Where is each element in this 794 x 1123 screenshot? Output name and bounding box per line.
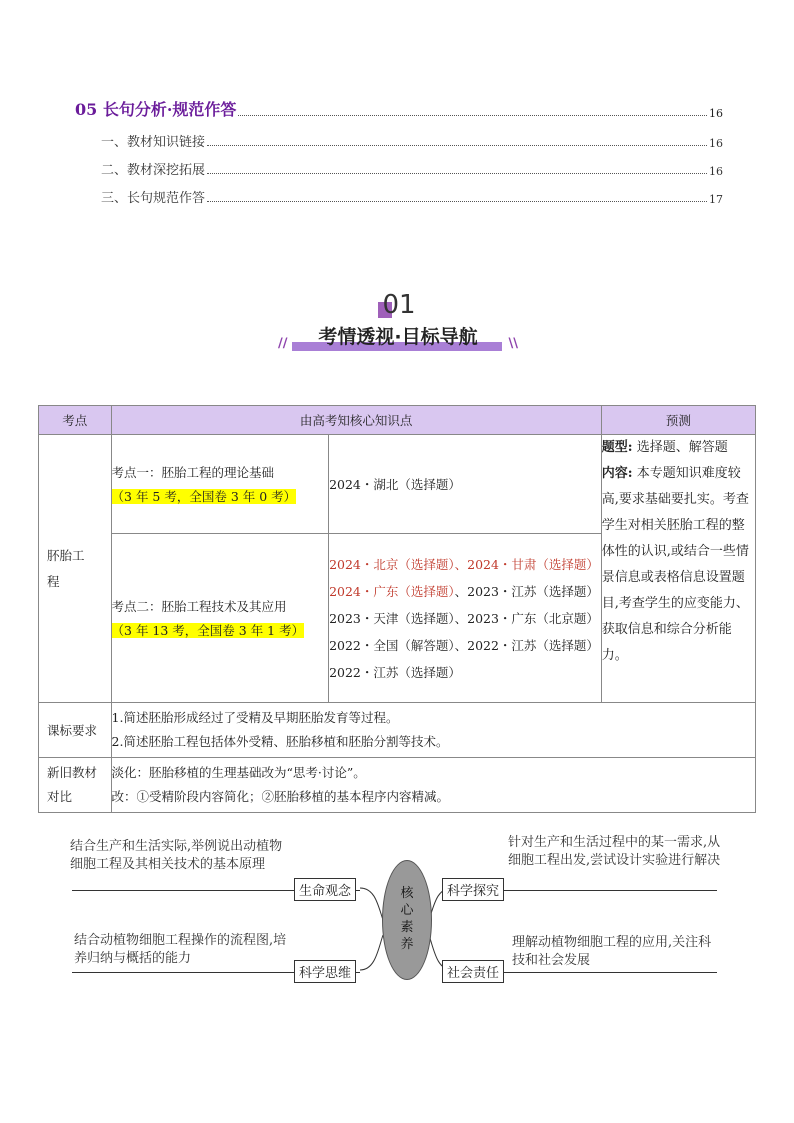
science-inquiry-text: 针对生产和生活过程中的某一需求,从细胞工程出发,尝试设计实验进行解决 [508, 835, 721, 868]
core-char: 心 [400, 903, 414, 918]
point2-years [329, 534, 602, 703]
point2-years-line2-red: 2024・广东（选择题） [329, 583, 455, 599]
point1-note: （3 年 5 考，全国卷 3 年 0 考） [111, 489, 297, 504]
toc-entry-main[interactable] [75, 97, 723, 120]
point2-name: 考点二：胚胎工程技术及其应用 [111, 599, 287, 614]
point1-cell [111, 435, 329, 534]
point1-years: 2024・湖北（选择题） [329, 435, 602, 534]
prediction-content-text: 本专题知识难度较高,要求基础要扎实。考查学生对相关胚胎工程的整体性的认识,或结合一些情景信息或表格信息设置题目,考查学生的应变能力、获取信息和综合分析能力。 [601, 466, 749, 663]
point2-note: （3 年 13 考，全国卷 3 年 1 考） [111, 623, 305, 638]
toc-leader-dots [238, 114, 707, 116]
life-concept-box: 生命观念 [294, 878, 356, 901]
table-header-row [39, 406, 756, 435]
toc-leader-dots [207, 172, 707, 174]
table-row [39, 435, 756, 534]
point2-years-line1: 2024・北京（选择题）、2024・甘肃（选择题） [329, 556, 599, 572]
requirement-1: 1.简述胚胎形成经过了受精及早期胚胎发育等过程。 [111, 710, 399, 725]
header-topic: 考点 [39, 406, 112, 435]
prediction-content-label: 内容: [601, 466, 633, 481]
topic-cell [39, 435, 112, 703]
section-title-text: 考情透视·目标导航 [318, 326, 478, 348]
life-concept-text: 结合生产和生活实际,举例说出动植物细胞工程及其相关技术的基本原理 [70, 839, 283, 872]
prediction-cell [601, 435, 755, 703]
core-char: 核 [400, 886, 414, 901]
core-char: 素 [400, 920, 414, 935]
section-title [278, 322, 518, 352]
changes-cell [111, 758, 755, 813]
core-char: 养 [400, 937, 414, 952]
changes-label: 新旧教材对比 [47, 765, 98, 804]
toc-entry-page: 17 [709, 193, 723, 206]
toc-entry-label: 05 长句分析·规范作答 [75, 100, 237, 119]
header-knowledge: 由高考知核心知识点 [111, 406, 601, 435]
toc-leader-dots [207, 144, 707, 146]
section-number [374, 290, 424, 320]
requirements-label: 课标要求 [39, 703, 112, 758]
toc-entry-sub[interactable] [101, 131, 723, 150]
change-1: 淡化：胚胎移植的生理基础改为“思考·讨论”。 [111, 765, 366, 780]
table-row [39, 758, 756, 813]
core-literacy-diagram [60, 830, 740, 1010]
social-responsibility-text: 理解动植物细胞工程的应用,关注科技和社会发展 [512, 935, 712, 968]
toc-entry-sub[interactable] [101, 187, 723, 206]
point2-years-line3: 2023・天津（选择题）、2023・广东（北京题） [329, 610, 599, 626]
social-responsibility-box: 社会责任 [442, 960, 504, 983]
point2-cell [111, 534, 329, 703]
science-inquiry-box: 科学探究 [442, 878, 504, 901]
toc-leader-dots [207, 200, 707, 202]
toc-entry-page: 16 [709, 137, 723, 150]
science-thinking-box: 科学思维 [294, 960, 356, 983]
point2-years-line4: 2022・全国（解答题）、2022・江苏（选择题） [329, 637, 599, 653]
toc-entry-sub[interactable] [101, 159, 723, 178]
prediction-type-label: 题型: [601, 440, 633, 455]
header-prediction: 预测 [601, 406, 755, 435]
requirements-cell [111, 703, 755, 758]
toc-entry-page: 16 [709, 107, 723, 120]
core-literacy-center [382, 860, 432, 980]
toc-entry-label: 三、长句规范作答 [101, 191, 206, 206]
point2-years-line2: 、2023・江苏（选择题） [454, 583, 599, 599]
table-row [39, 703, 756, 758]
point2-years-line5: 2022・江苏（选择题） [329, 664, 461, 680]
prediction-type-text: 选择题、解答题 [636, 440, 728, 455]
changes-label-cell [39, 758, 112, 813]
section-number-text: 01 [382, 290, 416, 320]
change-2: 改：①受精阶段内容简化；②胚胎移植的基本程序内容精减。 [111, 789, 450, 804]
exam-analysis-table [38, 405, 756, 813]
topic-text: 肧胎工程 [47, 547, 85, 589]
toc-entry-page: 16 [709, 165, 723, 178]
point1-name: 考点一：胚胎工程的理论基础 [111, 465, 275, 480]
toc-entry-label: 二、教材深挖拓展 [101, 163, 206, 178]
requirement-2: 2.简述胚胎工程包括体外受精、胚胎移植和胚胎分割等技术。 [111, 734, 449, 749]
section-deco-right: \\ [508, 336, 518, 351]
section-deco-left: // [278, 336, 288, 351]
toc-entry-label: 一、教材知识链接 [101, 135, 206, 150]
science-thinking-text: 结合动植物细胞工程操作的流程图,培养归纳与概括的能力 [74, 933, 287, 966]
